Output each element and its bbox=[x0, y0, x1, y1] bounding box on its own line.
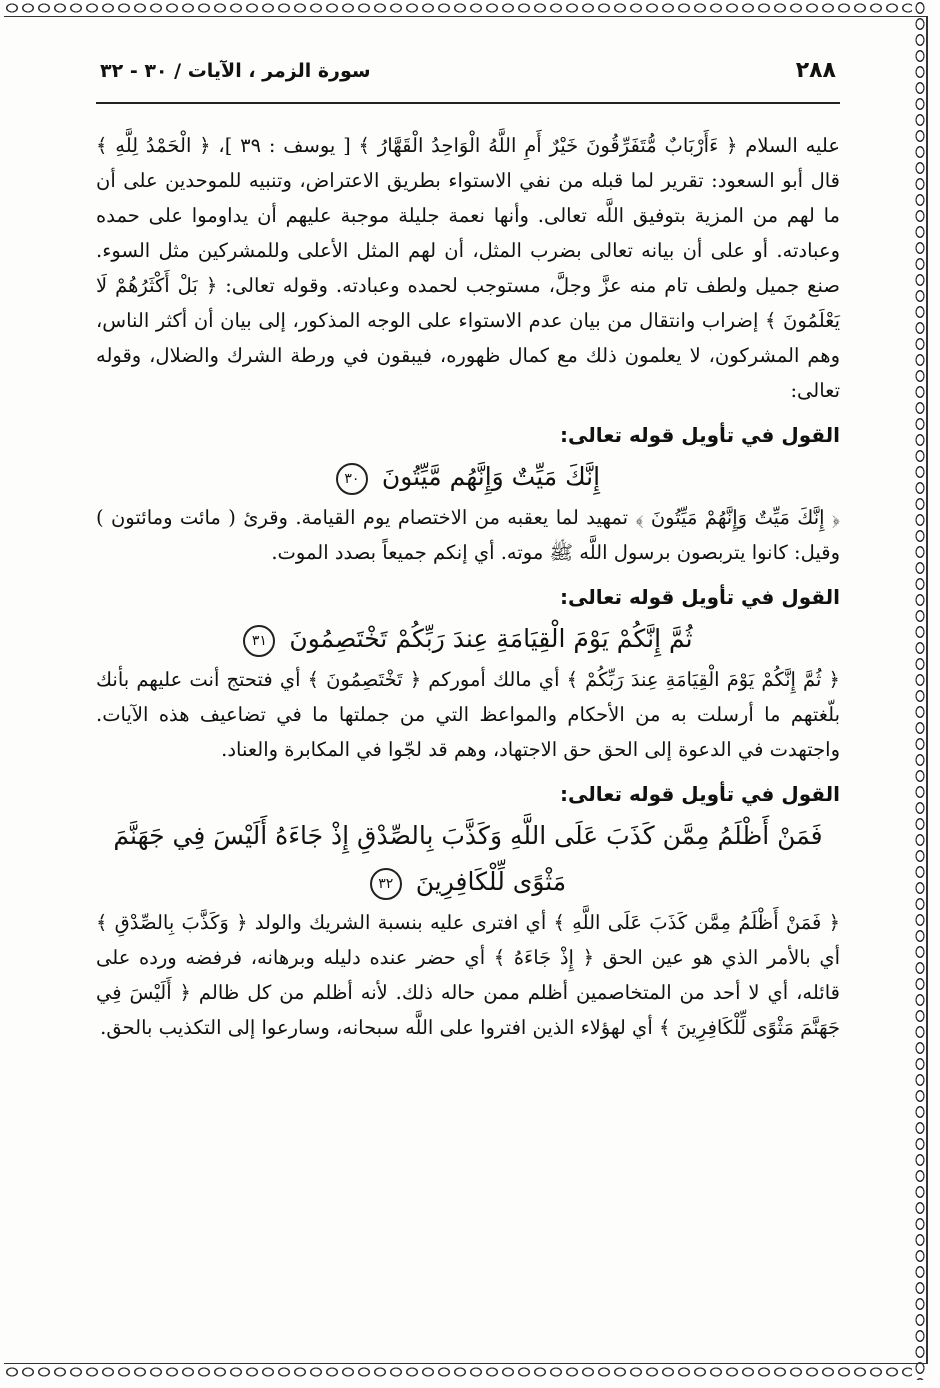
page-body bbox=[96, 128, 840, 1045]
verse-text-line-1: فَمَنْ أَظْلَمُ مِمَّن كَذَبَ عَلَى اللَّهِ وَكَذَّبَ بِالصِّدْقِ إِذْ جَاءَهُ أَلَيْسَ فِي جَهَنَّمَ bbox=[113, 821, 823, 850]
decorative-border-bottom bbox=[4, 1364, 928, 1380]
quran-verse bbox=[96, 813, 840, 859]
ayah-number-marker: ٣٢ bbox=[370, 868, 402, 900]
section-heading: القول في تأويل قوله تعالى: bbox=[560, 585, 840, 609]
quran-verse bbox=[96, 616, 840, 662]
quran-verse bbox=[96, 454, 840, 500]
commentary-paragraph: ﴿ إِنَّكَ مَيِّتٌ وَإِنَّهُمْ مَيِّتُونَ ﴾ تمهيد لما يعقبه من الاختصام يوم القيامة. وقرئ ( مائت ومائتون ) وقيل: كانوا يتربصون برسول اللَّه ﷺ موته. أي إنكم جميعاً بصدد الموت. bbox=[96, 506, 840, 564]
intro-paragraph: عليه السلام ﴿ ءَأَرْبَابٌ مُّتَفَرِّقُونَ خَيْرٌ أَمِ اللَّهُ الْوَاحِدُ الْقَهَّارُ ﴾ [ يوسف : ٣٩ ]، ﴿ الْحَمْدُ لِلَّهِ ﴾ قال أبو السعود: تقرير لما قبله من نفي الاستواء بطريق الاعتراض، وتنبيه للموحدين على أن ما لهم من المزية بتوفيق اللَّه تعالى. وأنها نعمة جليلة موجبة عليهم أن يداوموا على حمده وعبادته. أو على أن بيانه تعالى بضرب المثل، أن لهم المثل الأعلى وللمشركين مثل السوء. صنع جميل ولطف تام منه عزَّ وجلَّ، مستوجب لحمده وعبادته. وقوله تعالى: ﴿ بَلْ أَكْثَرُهُمْ لَا يَعْلَمُونَ ﴾ إضراب وانتقال من بيان عدم الاستواء على الوجه المذكور، إلى بيان أن أكثر الناس، وهم المشركون، لا يعلمون ذلك مع كمال ظهوره، فيبقون في ورطة الشرك والضلال، وقوله تعالى: bbox=[96, 134, 840, 402]
section-ayah-30 bbox=[96, 416, 840, 570]
section-heading: القول في تأويل قوله تعالى: bbox=[560, 423, 840, 447]
decorative-border-right bbox=[912, 0, 928, 1380]
quran-verse-continuation bbox=[96, 859, 840, 905]
section-ayah-32 bbox=[96, 775, 840, 1045]
section-ayah-31 bbox=[96, 578, 840, 767]
verse-text: ثُمَّ إِنَّكُمْ يَوْمَ الْقِيَامَةِ عِندَ رَبِّكُمْ تَخْتَصِمُونَ bbox=[289, 624, 693, 653]
verse-text: إِنَّكَ مَيِّتٌ وَإِنَّهُم مَّيِّتُونَ bbox=[381, 462, 601, 491]
page-header bbox=[96, 58, 840, 104]
ayah-number-marker: ٣٠ bbox=[336, 463, 368, 495]
verse-text-line-2: مَثْوًى لِّلْكَافِرِينَ bbox=[415, 867, 567, 896]
page-number: ٢٨٨ bbox=[795, 58, 836, 83]
section-heading: القول في تأويل قوله تعالى: bbox=[560, 782, 840, 806]
commentary-paragraph: ﴿ ثُمَّ إِنَّكُمْ يَوْمَ الْقِيَامَةِ عِندَ رَبِّكُمْ ﴾ أي مالك أموركم ﴿ تَخْتَصِمُونَ ﴾ أي فتحتج أنت عليهم بأنك بلّغتهم ما أرسلت به من الأحكام والمواعظ التي من جملتها ما في تضاعيف هذه الآيات. واجتهدت في الدعوة إلى الحق حق الاجتهاد، وهم قد لجّوا في المكابرة والعناد. bbox=[96, 668, 840, 761]
book-page bbox=[96, 58, 840, 1045]
decorative-border-top bbox=[4, 0, 928, 16]
running-title: سورة الزمر ، الآيات / ٣٠ - ٣٢ bbox=[100, 60, 371, 82]
commentary-paragraph: ﴿ فَمَنْ أَظْلَمُ مِمَّن كَذَبَ عَلَى اللَّهِ ﴾ أي افترى عليه بنسبة الشريك والولد ﴿ وَكَذَّبَ بِالصِّدْقِ ﴾ أي بالأمر الذي هو عين الحق ﴿ إِذْ جَاءَهُ ﴾ أي حضر عنده دليله وبرهانه، فرفضه ورده على قائله، أي لا أحد من المتخاصمين أظلم ممن حاله ذلك. لأنه أظلم من كل ظالم ﴿ أَلَيْسَ فِي جَهَنَّمَ مَثْوًى لِّلْكَافِرِينَ ﴾ أي لهؤلاء الذين افتروا على اللَّه سبحانه، وسارعوا إلى التكذيب بالحق. bbox=[96, 911, 840, 1039]
ayah-number-marker: ٣١ bbox=[243, 625, 275, 657]
